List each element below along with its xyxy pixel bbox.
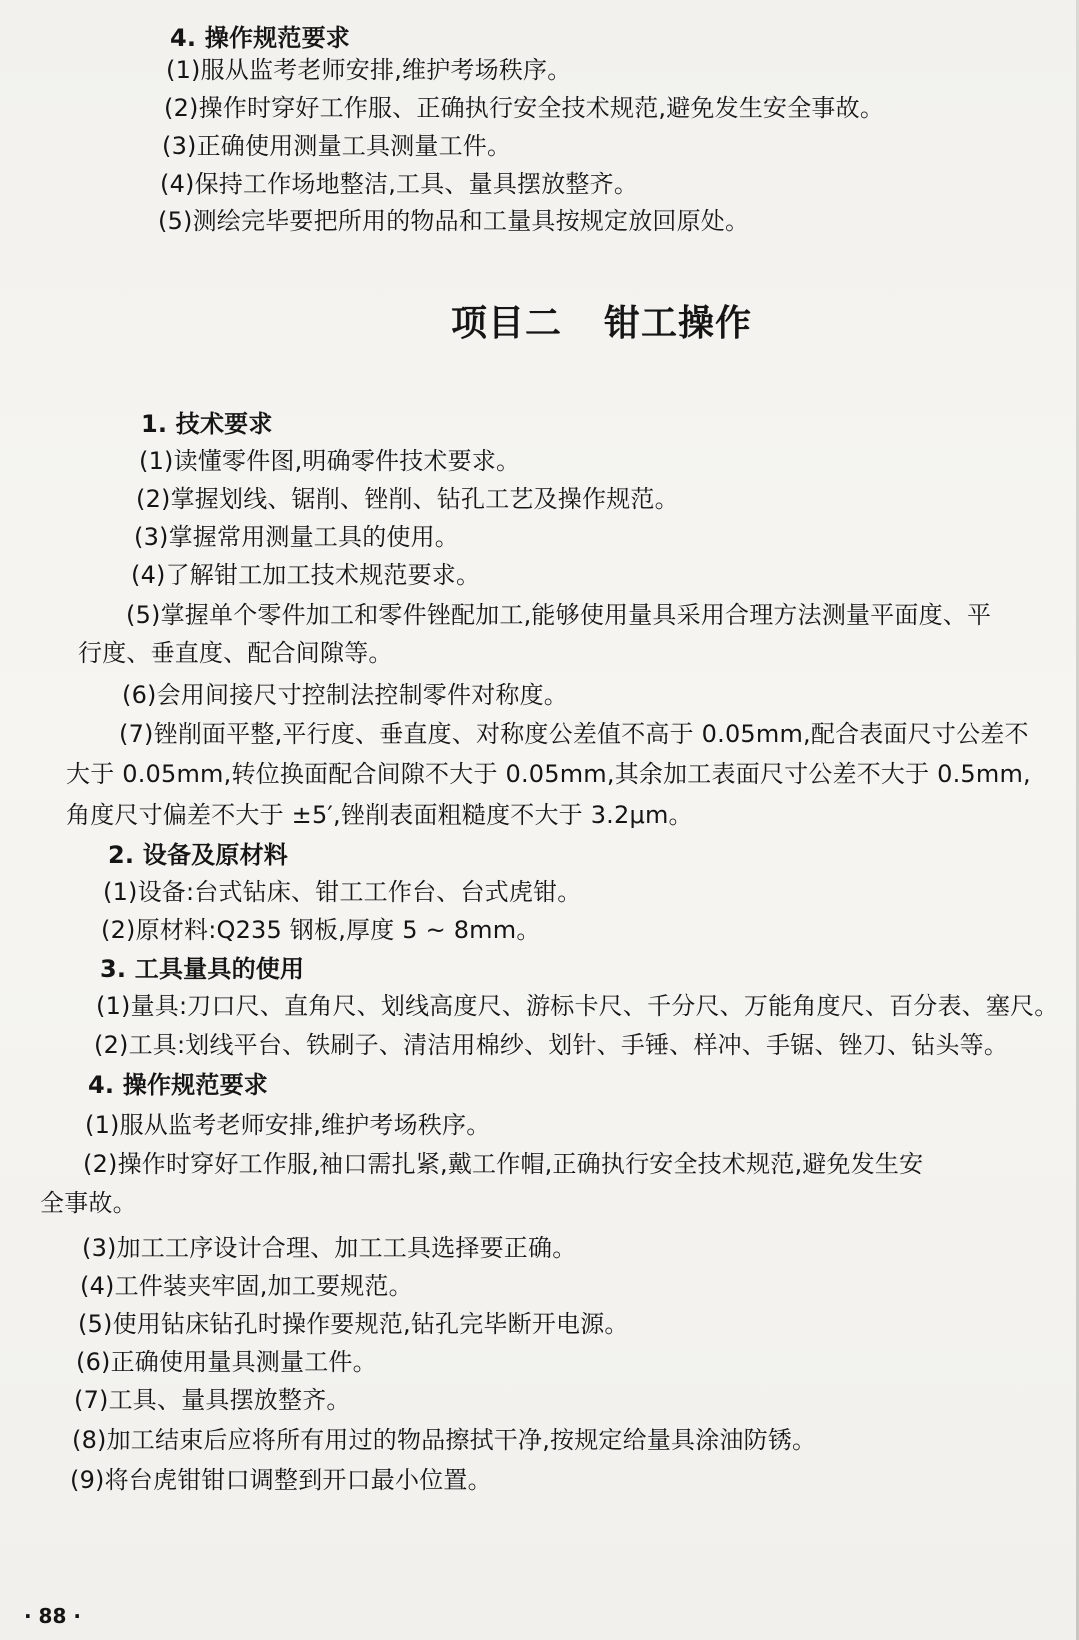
section-4-item-2-line-2: 全事故。 xyxy=(40,1189,137,1217)
top-section-item: (5)测绘完毕要把所用的物品和工量具按规定放回原处。 xyxy=(158,207,750,235)
section-2-item: (1)设备:台式钻床、钳工工作台、台式虎钳。 xyxy=(103,878,582,906)
section-2-heading: 2. 设备及原材料 xyxy=(108,841,288,869)
top-section-item: (2)操作时穿好工作服、正确执行安全技术规范,避免发生安全事故。 xyxy=(164,94,885,122)
section-4-item: (9)将台虎钳钳口调整到开口最小位置。 xyxy=(70,1466,492,1494)
section-4-item: (6)正确使用量具测量工件。 xyxy=(76,1348,377,1376)
section-4-item: (5)使用钻床钻孔时操作要规范,钻孔完毕断开电源。 xyxy=(78,1310,629,1338)
section-1-item-7-line-1: (7)锉削面平整,平行度、垂直度、对称度公差值不高于 0.05mm,配合表面尺寸公差不 xyxy=(119,720,1029,748)
section-4-item: (7)工具、量具摆放整齐。 xyxy=(74,1386,351,1414)
section-4-item-1: (1)服从监考老师安排,维护考场秩序。 xyxy=(85,1111,491,1139)
section-1-item: (4)了解钳工加工技术规范要求。 xyxy=(131,561,481,589)
project-title-number: 项目二 xyxy=(451,303,563,344)
section-4-item: (8)加工结束后应将所有用过的物品擦拭干净,按规定给量具涂油防锈。 xyxy=(72,1426,817,1454)
top-section-item: (3)正确使用测量工具测量工件。 xyxy=(162,132,512,160)
section-3-item: (2)工具:划线平台、铁刷子、清洁用棉纱、划针、手锤、样冲、手锯、锉刀、钻头等。 xyxy=(94,1031,1009,1059)
top-section-heading: 4. 操作规范要求 xyxy=(170,24,350,52)
section-4-item: (4)工件装夹牢固,加工要规范。 xyxy=(80,1272,413,1300)
section-1-item-7-line-2: 大于 0.05mm,转位换面配合间隙不大于 0.05mm,其余加工表面尺寸公差不大于 0.5mm, xyxy=(66,760,1031,788)
section-1-item-5-line-1: (5)掌握单个零件加工和零件锉配加工,能够使用量具采用合理方法测量平面度、平 xyxy=(126,601,992,629)
top-section-item: (1)服从监考老师安排,维护考场秩序。 xyxy=(166,56,572,84)
section-1-heading: 1. 技术要求 xyxy=(141,410,273,438)
section-2-item: (2)原材料:Q235 钢板,厚度 5 ~ 8mm。 xyxy=(101,916,541,944)
section-1-item: (3)掌握常用测量工具的使用。 xyxy=(134,523,459,551)
section-1-item: (2)掌握划线、锯削、锉削、钻孔工艺及操作规范。 xyxy=(136,485,679,513)
section-1-item: (1)读懂零件图,明确零件技术要求。 xyxy=(139,447,521,475)
section-1-item-6: (6)会用间接尺寸控制法控制零件对称度。 xyxy=(122,681,568,709)
section-4-item-2-line-1: (2)操作时穿好工作服,袖口需扎紧,戴工作帽,正确执行安全技术规范,避免发生安 xyxy=(83,1150,924,1178)
page-number: · 88 · xyxy=(24,1604,81,1628)
section-1-item-7-line-3: 角度尺寸偏差不大于 ±5′,锉削表面粗糙度不大于 3.2μm。 xyxy=(66,801,693,829)
project-title-name: 钳工操作 xyxy=(604,303,753,344)
section-3-item: (1)量具:刀口尺、直角尺、划线高度尺、游标卡尺、千分尺、万能角度尺、百分表、塞尺。 xyxy=(96,992,1059,1020)
section-4-item: (3)加工工序设计合理、加工工具选择要正确。 xyxy=(82,1234,577,1262)
section-4-heading: 4. 操作规范要求 xyxy=(88,1071,268,1099)
top-section-item: (4)保持工作场地整洁,工具、量具摆放整齐。 xyxy=(160,170,639,198)
section-1-item-5-line-2: 行度、垂直度、配合间隙等。 xyxy=(78,639,393,667)
section-3-heading: 3. 工具量具的使用 xyxy=(100,955,305,983)
project-title xyxy=(451,295,752,346)
